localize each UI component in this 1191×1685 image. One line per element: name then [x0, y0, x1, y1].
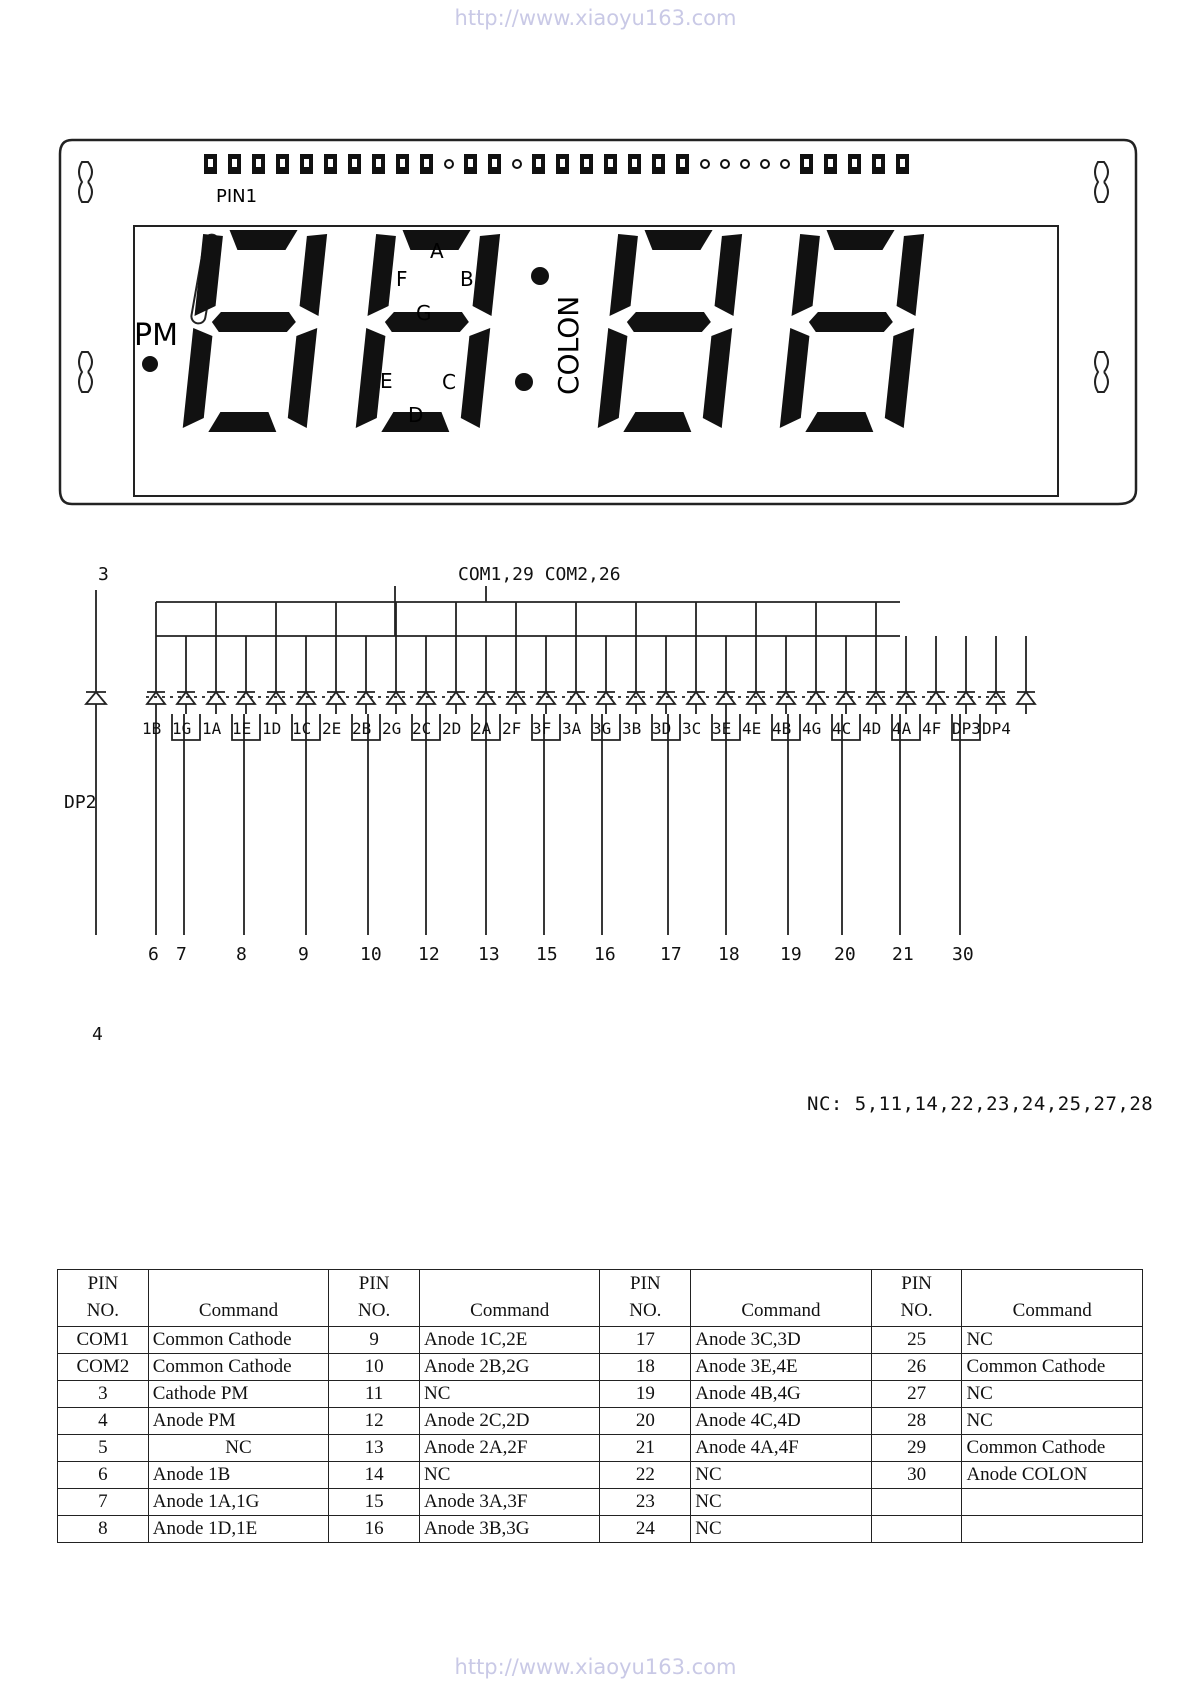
command-cell: Anode 3A,3F — [419, 1489, 599, 1516]
table-row — [58, 1435, 1143, 1462]
command-cell: Anode 4A,4F — [691, 1435, 871, 1462]
command-cell: Anode 3B,3G — [419, 1516, 599, 1543]
pin-cell: 3 — [58, 1381, 149, 1408]
segment — [610, 234, 639, 316]
segment-label: 1A — [202, 719, 222, 738]
command-cell: Common Cathode — [962, 1435, 1143, 1462]
pin-cell: 13 — [329, 1435, 420, 1462]
pin-cell: 29 — [871, 1435, 962, 1462]
segment-label: 3A — [562, 719, 582, 738]
pin-cell: 15 — [329, 1489, 420, 1516]
segment — [808, 312, 894, 332]
pin-cell: 19 — [600, 1381, 691, 1408]
top-url[interactable]: http://www.xiaoyu163.com — [454, 6, 737, 30]
pin-number-label: 7 — [176, 944, 187, 965]
segment — [183, 328, 214, 428]
table-row — [58, 1516, 1143, 1543]
pin-cell: 10 — [329, 1354, 420, 1381]
pin-number-label: 13 — [478, 944, 500, 965]
command-cell: NC — [691, 1462, 871, 1489]
table-row — [58, 1489, 1143, 1516]
command-cell: Anode 4B,4G — [691, 1381, 871, 1408]
pin-cell: 17 — [600, 1327, 691, 1354]
header-pin-no: PIN NO. — [871, 1270, 962, 1327]
digit — [182, 230, 327, 432]
segment-label: DP4 — [982, 719, 1011, 738]
pin-cell — [871, 1489, 962, 1516]
command-cell: Common Cathode — [148, 1327, 328, 1354]
segment — [702, 328, 733, 428]
pm-label: PM — [134, 318, 178, 353]
segment — [884, 328, 915, 428]
pin-number-label: 30 — [952, 944, 974, 965]
table-row — [58, 1327, 1143, 1354]
segment — [896, 234, 925, 316]
schematic-svg — [60, 564, 1120, 1050]
pin-cell: 21 — [600, 1435, 691, 1462]
segment — [299, 234, 328, 316]
pin-number-label: 12 — [418, 944, 440, 965]
command-cell: Anode 3C,3D — [691, 1327, 871, 1354]
com-label: COM1,29 COM2,26 — [458, 564, 621, 585]
segment-label: 1G — [172, 719, 192, 738]
pin1-label: PIN1 — [216, 186, 258, 207]
command-cell: NC — [148, 1435, 328, 1462]
segment-label: 1E — [232, 719, 252, 738]
lcd-pin-unused — [761, 160, 769, 168]
seg-label-b: B — [460, 267, 474, 291]
command-cell: Anode 1D,1E — [148, 1516, 328, 1543]
pin-table — [57, 1269, 1143, 1543]
lcd-pin-unused — [445, 160, 453, 168]
lcd-pin-unused — [513, 160, 521, 168]
command-cell: Anode 2B,2G — [419, 1354, 599, 1381]
segment-label: 2E — [322, 719, 342, 738]
pin-cell: 20 — [600, 1408, 691, 1435]
segment-label: 4C — [832, 719, 852, 738]
lcd-pin-unused — [721, 160, 729, 168]
pin-number-label: 20 — [834, 944, 856, 965]
segment-label: 2B — [352, 719, 372, 738]
dp2-label: DP2 — [64, 792, 97, 813]
command-cell: Common Cathode — [962, 1354, 1143, 1381]
header-command: Command — [419, 1270, 599, 1327]
segment-label: 1D — [262, 719, 282, 738]
table-row — [58, 1408, 1143, 1435]
pin-cell: 23 — [600, 1489, 691, 1516]
pm-dot — [142, 356, 158, 372]
pin-cell: 28 — [871, 1408, 962, 1435]
pin-4-label: 4 — [92, 1024, 103, 1045]
colon-dot-bottom — [515, 373, 533, 391]
pin-cell: 12 — [329, 1408, 420, 1435]
lcd-pin-unused — [781, 160, 789, 168]
schematic-diagram — [60, 564, 1120, 1054]
command-cell: Anode 2A,2F — [419, 1435, 599, 1462]
colon-dot-top — [531, 267, 549, 285]
command-cell: NC — [419, 1381, 599, 1408]
command-cell: Anode 2C,2D — [419, 1408, 599, 1435]
segment-label: 4F — [922, 719, 942, 738]
nc-note: NC: 5,11,14,22,23,24,25,27,28 — [807, 1093, 1154, 1115]
table-row — [58, 1381, 1143, 1408]
segment-label: 2A — [472, 719, 492, 738]
seg-label-d: D — [408, 403, 424, 427]
pin-cell: 26 — [871, 1354, 962, 1381]
segment-label: 1C — [292, 719, 312, 738]
header-pin-no: PIN NO. — [600, 1270, 691, 1327]
header-command: Command — [691, 1270, 871, 1327]
pin-number-label: 6 — [148, 944, 159, 965]
table-row — [58, 1354, 1143, 1381]
command-cell: Anode 1B — [148, 1462, 328, 1489]
segment — [211, 312, 297, 332]
pin-cell: 30 — [871, 1462, 962, 1489]
pin-cell: 6 — [58, 1462, 149, 1489]
pin-cell — [871, 1516, 962, 1543]
seg-label-a: A — [430, 239, 444, 263]
segment-label: 3E — [712, 719, 732, 738]
segment — [792, 234, 821, 316]
command-cell: NC — [962, 1327, 1143, 1354]
pin-3-label: 3 — [98, 564, 109, 585]
lcd-drawing — [58, 140, 1138, 514]
pin-cell: 14 — [329, 1462, 420, 1489]
command-cell: Anode 4C,4D — [691, 1408, 871, 1435]
command-cell: NC — [691, 1516, 871, 1543]
segment-label: 3B — [622, 719, 642, 738]
segment — [287, 328, 318, 428]
pin-number-label: 16 — [594, 944, 616, 965]
pin-cell: 22 — [600, 1462, 691, 1489]
command-cell — [962, 1489, 1143, 1516]
pin-cell: 25 — [871, 1327, 962, 1354]
segment-label: 2F — [502, 719, 522, 738]
pin-cell: 18 — [600, 1354, 691, 1381]
command-cell: Anode 1A,1G — [148, 1489, 328, 1516]
segment — [714, 234, 743, 316]
pin-cell: 9 — [329, 1327, 420, 1354]
command-cell: Anode COLON — [962, 1462, 1143, 1489]
pin-cell: 8 — [58, 1516, 149, 1543]
pin-cell: 27 — [871, 1381, 962, 1408]
pin-number-label: 21 — [892, 944, 914, 965]
digit — [355, 230, 500, 432]
pin-cell: COM2 — [58, 1354, 149, 1381]
header-command: Command — [148, 1270, 328, 1327]
command-cell: Cathode PM — [148, 1381, 328, 1408]
segment — [368, 234, 397, 316]
pin-cell: 5 — [58, 1435, 149, 1462]
pin-number-label: 9 — [298, 944, 309, 965]
segment-label: 4E — [742, 719, 762, 738]
digit — [779, 230, 924, 432]
table-row — [58, 1462, 1143, 1489]
command-cell — [962, 1516, 1143, 1543]
seg-label-f: F — [396, 267, 408, 291]
segment-label: 4A — [892, 719, 912, 738]
header-command: Command — [962, 1270, 1143, 1327]
segment — [598, 328, 629, 428]
pin-cell: 7 — [58, 1489, 149, 1516]
pin-number-label: 17 — [660, 944, 682, 965]
pin-number-label: 15 — [536, 944, 558, 965]
segment-label: 3G — [592, 719, 612, 738]
segment — [623, 412, 693, 432]
command-cell: Anode 3E,4E — [691, 1354, 871, 1381]
segment — [824, 230, 894, 250]
segment — [642, 230, 712, 250]
segment — [208, 412, 278, 432]
pin-cell: 4 — [58, 1408, 149, 1435]
pin-cell: 16 — [329, 1516, 420, 1543]
table-header-row — [58, 1270, 1143, 1327]
lcd-pin-unused — [741, 160, 749, 168]
command-cell: NC — [962, 1381, 1143, 1408]
segment-label: 4G — [802, 719, 822, 738]
pin-number-label: 10 — [360, 944, 382, 965]
pin-number-label: 18 — [718, 944, 740, 965]
command-cell: NC — [691, 1489, 871, 1516]
segment — [805, 412, 875, 432]
header-pin-no: PIN NO. — [329, 1270, 420, 1327]
pin-row — [204, 154, 909, 174]
command-cell: Anode 1C,2E — [419, 1327, 599, 1354]
segment-label: 3C — [682, 719, 702, 738]
bottom-url[interactable]: http://www.xiaoyu163.com — [454, 1655, 737, 1679]
segment-label: 4D — [862, 719, 882, 738]
pin-number-label: 19 — [780, 944, 802, 965]
segment-label: DP3 — [952, 719, 981, 738]
pin-number-label: 8 — [236, 944, 247, 965]
seg-label-c: C — [442, 370, 456, 394]
command-cell: Common Cathode — [148, 1354, 328, 1381]
pin-cell: COM1 — [58, 1327, 149, 1354]
segment — [227, 230, 297, 250]
segment-label: 2C — [412, 719, 432, 738]
header-pin-no: PIN NO. — [58, 1270, 149, 1327]
segment — [780, 328, 811, 428]
segment-label: 4B — [772, 719, 792, 738]
segment — [460, 328, 491, 428]
segment-label: 2G — [382, 719, 402, 738]
command-cell: NC — [419, 1462, 599, 1489]
lcd-pin-unused — [701, 160, 709, 168]
digit — [597, 230, 742, 432]
colon-label: COLON — [552, 295, 585, 395]
segment-label: 3F — [532, 719, 552, 738]
seg-label-g: G — [416, 301, 432, 325]
command-cell: NC — [962, 1408, 1143, 1435]
pin-cell: 24 — [600, 1516, 691, 1543]
pin-cell: 11 — [329, 1381, 420, 1408]
segment-label: 3D — [652, 719, 672, 738]
segment-label: 2D — [442, 719, 462, 738]
segment — [626, 312, 712, 332]
command-cell: Anode PM — [148, 1408, 328, 1435]
seg-label-e: E — [380, 369, 393, 393]
segment-label: 1B — [142, 719, 162, 738]
lcd-outline-svg — [58, 140, 1138, 510]
segment — [472, 234, 501, 316]
